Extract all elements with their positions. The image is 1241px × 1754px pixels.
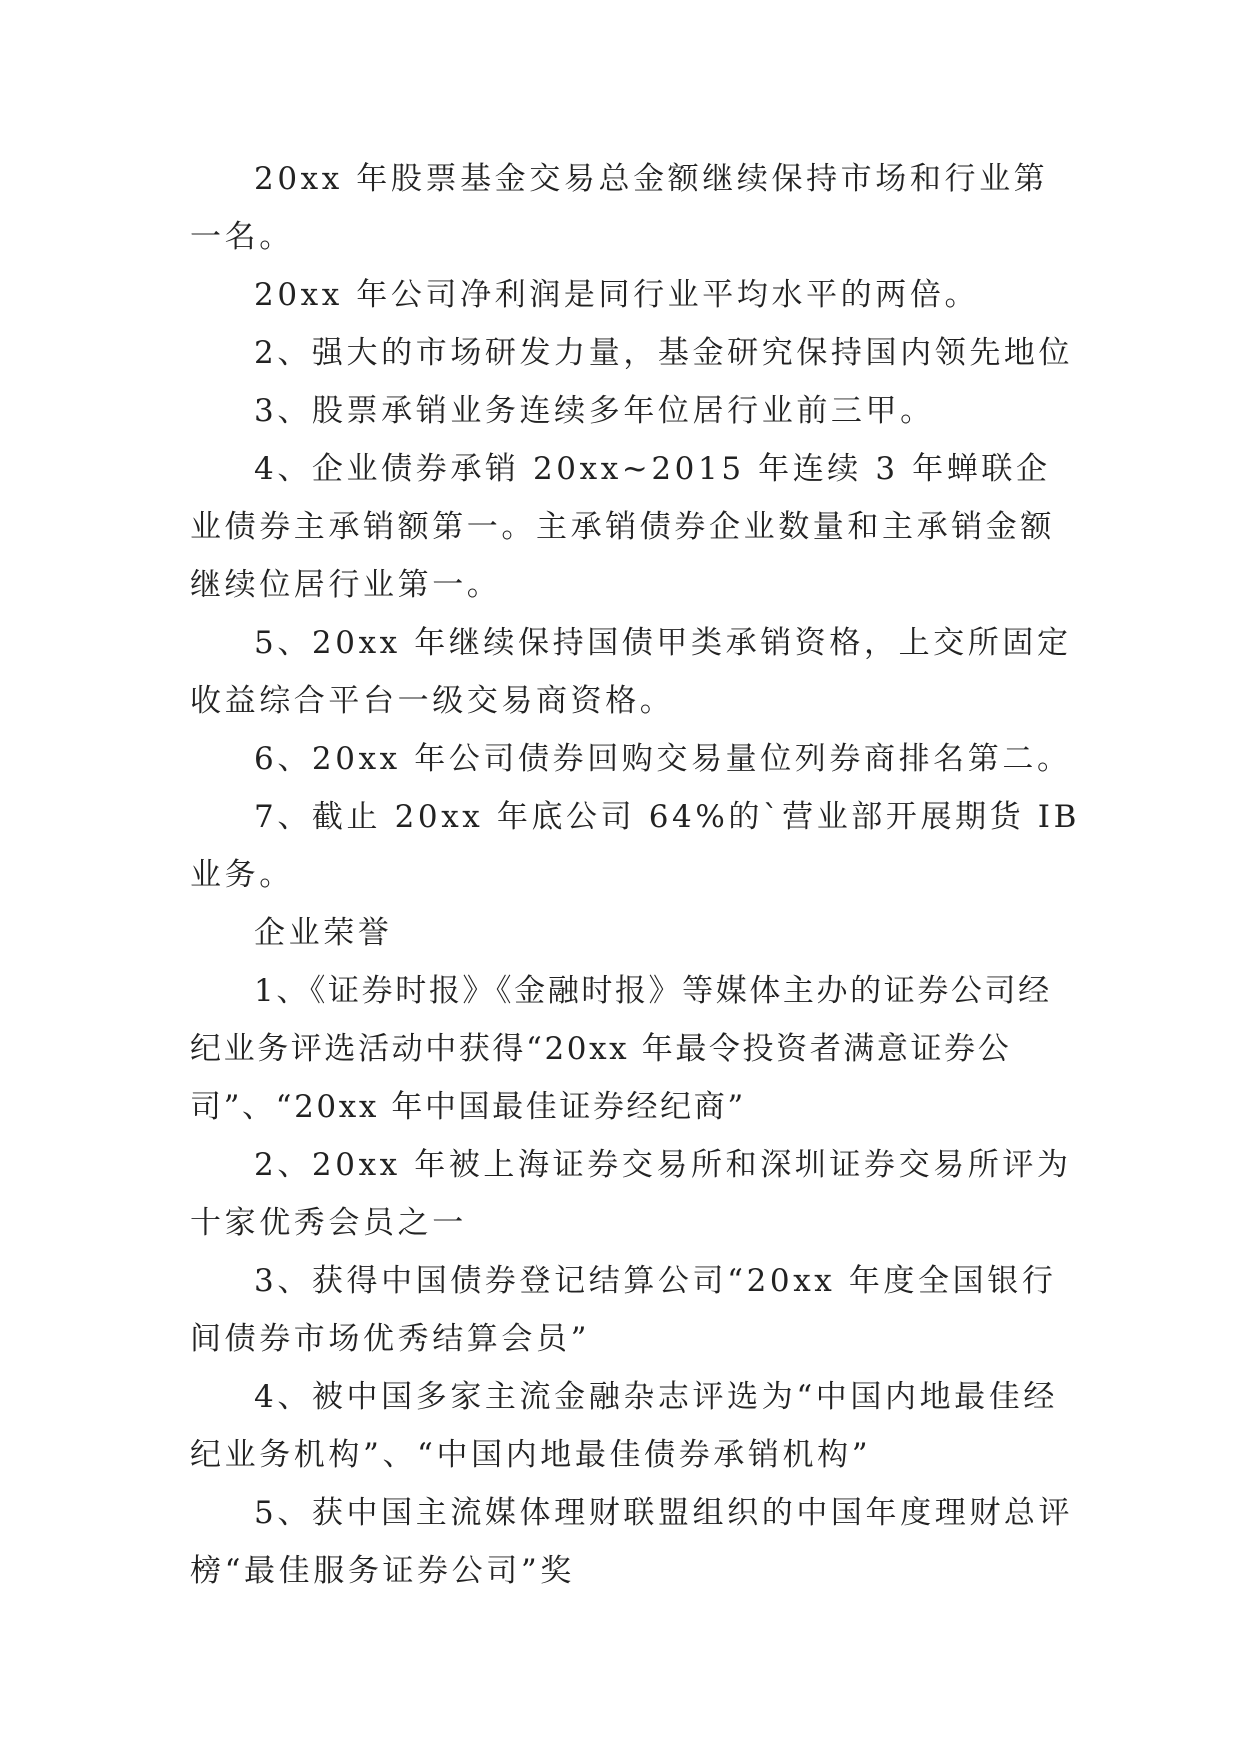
paragraph-bond-underwriting: 4、企业债券承销 20xx~2015 年连续 3 年蝉联企业债券主承销额第一。主承销债券企业数量和主承销金额继续位居行业第一。 [190,451,1055,603]
section-heading-honors: 企业荣誉 [254,915,393,951]
paragraph-research-strength: 2、强大的市场研发力量，基金研究保持国内领先地位 [254,335,1074,371]
paragraph-stock-underwriting: 3、股票承销业务连续多年位居行业前三甲。 [254,393,935,429]
paragraph-honor-2: 2、20xx 年被上海证券交易所和深圳证券交易所评为十家优秀会员之一 [190,1147,1072,1241]
paragraph-honor-4: 4、被中国多家主流金融杂志评选为“中国内地最佳经纪业务机构”、“中国内地最佳债券承销机构” [190,1379,1058,1473]
paragraph-net-profit: 20xx 年公司净利润是同行业平均水平的两倍。 [254,277,980,313]
paragraph-honor-1: 1、《证券时报》《金融时报》等媒体主办的证券公司经纪业务评选活动中获得“20xx 年最令投资者满意证券公司”、“20xx 年中国最佳证券经纪商” [190,973,1052,1125]
paragraph-honor-3: 3、获得中国债券登记结算公司“20xx 年度全国银行间债券市场优秀结算会员” [190,1263,1057,1357]
paragraph-stock-fund-rank: 20xx 年股票基金交易总金额继续保持市场和行业第一名。 [190,161,1049,255]
paragraph-repo-trading: 6、20xx 年公司债券回购交易量位列券商排名第二。 [254,741,1072,777]
paragraph-honor-5: 5、获中国主流媒体理财联盟组织的中国年度理财总评榜“最佳服务证券公司”奖 [190,1495,1074,1589]
document-body [190,150,1080,1600]
paragraph-treasury-qualification: 5、20xx 年继续保持国债甲类承销资格，上交所固定收益综合平台一级交易商资格。 [190,625,1072,719]
paragraph-futures-ib: 7、截止 20xx 年底公司 64%的`营业部开展期货 IB 业务。 [190,799,1080,893]
